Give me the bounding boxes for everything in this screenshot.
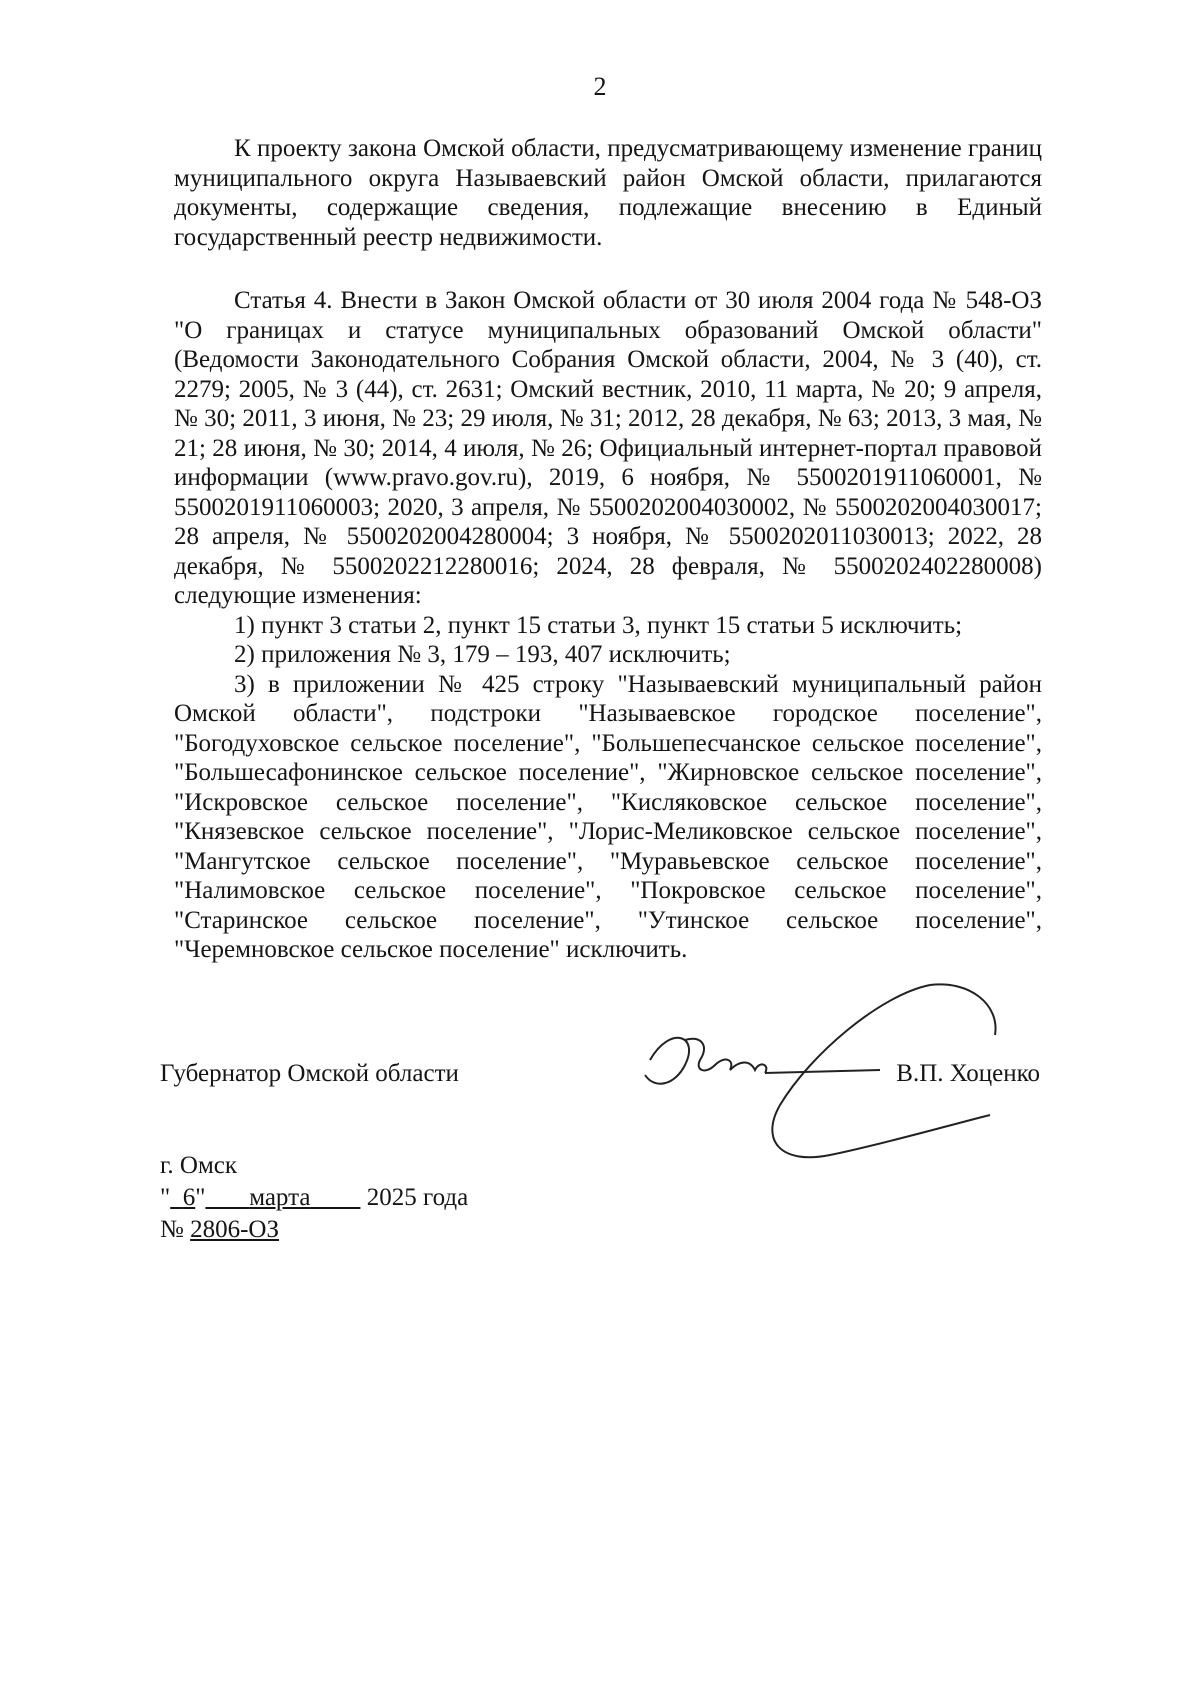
- date-year: 2025 года: [366, 1184, 469, 1211]
- governor-name: В.П. Хоценко: [896, 1060, 1040, 1087]
- quote-close: ": [195, 1184, 206, 1211]
- article-text: Статья 4. Внести в Закон Омской области от 30 июля 2004 года № 548-ОЗ "О границах и статусе муниципальных образований Омской области" (Ведомости Законодательного Собрания Омской области, 2004, № 3 (40), ст. 2279; 2005, № 3 (44), ст. 2631; Омский вестник, 2010, 11 марта, № 20; 9 апреля, № 30; 2011, 3 июня, № 23; 29 июля, № 31; 2012, 28 декабря, № 63; 2013, 3 мая, № 21; 28 июня, № 30; 2014, 4 июля, № 26; Официальный интернет-портал правовой информации (www.pravo.gov.ru), 2019, 6 ноября, № 5500201911060001, № 5500201911060003; 2020, 3 апреля, № 5500202004030002, № 5500202004030017; 28 апреля, № 5500202004280004; 3 ноября, № 5500202011030013; 2022, 28 декабря, № 5500202212280016; 2024, 28 февраля, № 5500202402280008) следующие изменения:: [174, 287, 1042, 609]
- law-number-line: [160, 1214, 468, 1246]
- article-item-3: 3) в приложении № 425 строку "Называевский муниципальный район Омской области", подстроки "Называевское городское поселение", "Богодуховское сельское поселение", "Большепесчанское сельское поселение", "Большесафонинское сельское поселение", "Жирновское сельское поселение", "Искровское сельское поселение", "Кисляковское сельское поселение", "Князевское сельское поселение", "Лорис-Меликовское сельское поселение", "Мангутское сельское поселение", "Муравьевское сельское поселение", "Налимовское сельское поселение", "Покровское сельское поселение", "Старинское сельское поселение", "Утинское сельское поселение", "Черемновское сельское поселение" исключить.: [174, 670, 1042, 963]
- date-line: [160, 1182, 468, 1214]
- article-item-2: 2) приложения № 3, 179 – 193, 407 исключить;: [234, 641, 731, 668]
- date-month: [205, 1184, 360, 1211]
- law-number: 2806-ОЗ: [190, 1216, 280, 1243]
- day-value: 6: [182, 1184, 196, 1211]
- intro-paragraph: [174, 134, 1042, 252]
- number-sign: №: [160, 1216, 184, 1243]
- date-day: [170, 1184, 195, 1211]
- article-item-1: 1) пункт 3 статьи 2, пункт 15 статьи 3, пункт 15 статьи 5 исключить;: [234, 611, 963, 639]
- article-4: [174, 286, 1042, 965]
- page-number: 2: [593, 72, 607, 101]
- handwritten-signature: [630, 965, 1010, 1195]
- month-value: марта: [249, 1184, 311, 1211]
- city: г. Омск: [160, 1152, 238, 1179]
- place-date-number: [160, 1150, 468, 1246]
- quote-open: ": [160, 1184, 171, 1211]
- governor-title: Губернатор Омской области: [160, 1060, 459, 1087]
- intro-text: К проекту закона Омской области, предусматривающему изменение границ муниципального округа Называевский район Омской области, прилагаются документы, содержащие сведения, подлежащие внесению в Единый государственный реестр недвижимости.: [174, 135, 1042, 251]
